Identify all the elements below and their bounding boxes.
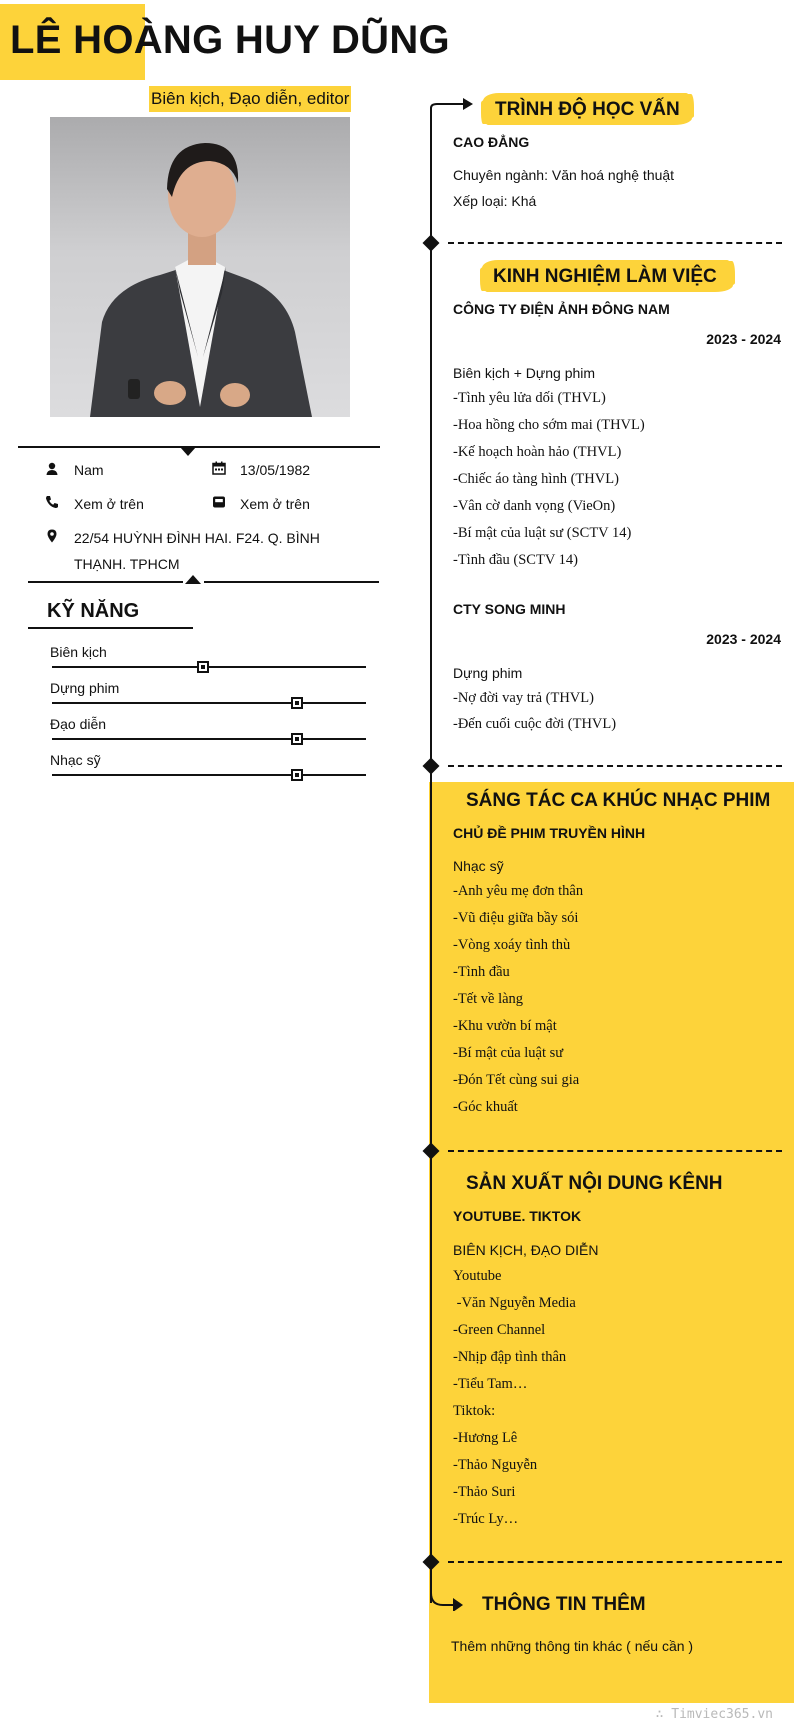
caret-up-icon (185, 575, 201, 584)
songwriting-title: SÁNG TÁC CA KHÚC NHẠC PHIM (466, 790, 771, 811)
address-line-2: THẠNH. TPHCM (74, 556, 180, 572)
job-company: CÔNG TY ĐIỆN ẢNH ĐÔNG NAM (453, 301, 670, 317)
skill-label-editing: Dựng phim (50, 680, 120, 696)
job-years: 2023 - 2024 (706, 331, 781, 347)
experience-title: KINH NGHIỆM LÀM VIỆC (493, 266, 717, 287)
job-work-item: -Hoa hồng cho sớm mai (THVL) (453, 417, 645, 433)
skill-track-editing (52, 702, 366, 704)
song-item: -Vòng xoáy tình thù (453, 937, 571, 953)
arrow-right-icon (429, 98, 475, 122)
channel-item: -Thảo Suri (453, 1484, 516, 1500)
songwriting-role: Nhạc sỹ (453, 858, 504, 874)
song-item: -Tết về làng (453, 991, 524, 1007)
job-title: Biên kịch, Đạo diễn, editor (149, 86, 351, 112)
skill-knob-music (291, 769, 303, 781)
job-work-item: -Đến cuối cuộc đời (THVL) (453, 716, 617, 732)
section-divider (448, 765, 782, 767)
channel-item: -Trúc Ly… (453, 1511, 519, 1527)
job-work-item: -Nợ đời vay trả (THVL) (453, 690, 594, 706)
song-item: -Anh yêu mẹ đơn thân (453, 883, 584, 899)
info-bottom-divider-left (28, 581, 183, 583)
address-line-1: 22/54 HUỲNH ĐÌNH HAI. F24. Q. BÌNH (74, 530, 320, 546)
job-work-item: -Tình đầu (SCTV 14) (453, 552, 578, 568)
profile-photo (50, 117, 350, 417)
job-role: Dựng phim (453, 665, 523, 681)
job-work-item: -Vân cờ danh vọng (VieOn) (453, 498, 616, 514)
song-item: -Đón Tết cùng sui gia (453, 1072, 580, 1088)
channel-item: -Văn Nguyễn Media (453, 1295, 576, 1311)
songwriting-subtitle: CHỦ ĐỀ PHIM TRUYỀN HÌNH (453, 825, 646, 841)
skill-knob-editing (291, 697, 303, 709)
channel-item: Tiktok: (453, 1403, 496, 1419)
section-divider (448, 1561, 782, 1563)
skill-knob-directing (291, 733, 303, 745)
job-work-item: -Chiếc áo tàng hình (THVL) (453, 471, 619, 487)
channel-item: -Nhịp đập tình thân (453, 1349, 567, 1365)
skill-label-music: Nhạc sỹ (50, 752, 101, 768)
song-item: -Vũ điệu giữa bầy sói (453, 910, 579, 926)
skill-track-music (52, 774, 366, 776)
skill-track-scriptwriting (52, 666, 366, 668)
section-divider (448, 1150, 782, 1152)
education-title: TRÌNH ĐỘ HỌC VẤN (495, 99, 680, 120)
info-bottom-divider-right (204, 581, 379, 583)
channels-subtitle: YOUTUBE. TIKTOK (453, 1208, 582, 1224)
education-grade: Xếp loại: Khá (453, 193, 537, 209)
channel-item: -Hương Lê (453, 1430, 518, 1446)
email-icon (212, 495, 226, 509)
phone-value: Xem ở trên (74, 496, 144, 512)
song-item: -Khu vườn bí mật (453, 1018, 557, 1034)
skills-underline (28, 627, 193, 629)
extra-text: Thêm những thông tin khác ( nếu cần ) (451, 1638, 694, 1654)
profile-photo-illustration (50, 117, 350, 417)
skills-title: KỸ NĂNG (47, 600, 140, 622)
timeline-node (423, 758, 440, 775)
skill-label-scriptwriting: Biên kịch (50, 644, 107, 660)
channel-item: Youtube (453, 1268, 502, 1284)
skill-label-directing: Đạo diễn (50, 716, 107, 732)
job-company: CTY SONG MINH (453, 601, 566, 617)
extra-title: THÔNG TIN THÊM (482, 1594, 646, 1615)
channel-item: -Tiểu Tam… (453, 1376, 528, 1392)
caret-down-icon (180, 447, 196, 456)
calendar-icon (212, 461, 226, 475)
candidate-name: LÊ HOÀNG HUY DŨNG (10, 18, 450, 62)
channels-title: SẢN XUẤT NỘI DUNG KÊNH (466, 1173, 723, 1194)
timeline-node (423, 235, 440, 252)
education-degree: CAO ĐẲNG (453, 134, 530, 150)
skill-knob-scriptwriting (197, 661, 209, 673)
location-pin-icon (45, 529, 59, 543)
job-role: Biên kịch + Dựng phim (453, 365, 596, 381)
watermark: ∴ Timviec365.vn (655, 1707, 773, 1722)
job-years: 2023 - 2024 (706, 631, 781, 647)
section-divider (448, 242, 782, 244)
arrow-bend-right-icon (429, 1575, 465, 1611)
job-work-item: -Kế hoạch hoàn hảo (THVL) (453, 444, 622, 460)
timeline-line (430, 108, 432, 1603)
job-work-item: -Tình yêu lửa dối (THVL) (453, 390, 606, 406)
gender-value: Nam (74, 462, 104, 478)
song-item: -Tình đầu (453, 964, 510, 980)
channel-item: -Green Channel (453, 1322, 546, 1338)
user-icon (45, 462, 59, 476)
skill-track-directing (52, 738, 366, 740)
birthdate-value: 13/05/1982 (240, 462, 311, 478)
phone-icon (45, 495, 59, 509)
channels-role: BIÊN KỊCH, ĐẠO DIỄN (453, 1242, 599, 1258)
song-item: -Góc khuất (453, 1099, 518, 1115)
email-value: Xem ở trên (240, 496, 310, 512)
song-item: -Bí mật của luật sư (453, 1045, 564, 1061)
education-major: Chuyên ngành: Văn hoá nghệ thuật (453, 167, 675, 183)
job-work-item: -Bí mật của luật sư (SCTV 14) (453, 525, 632, 541)
info-top-divider (18, 446, 380, 448)
channel-item: -Thảo Nguyễn (453, 1457, 538, 1473)
